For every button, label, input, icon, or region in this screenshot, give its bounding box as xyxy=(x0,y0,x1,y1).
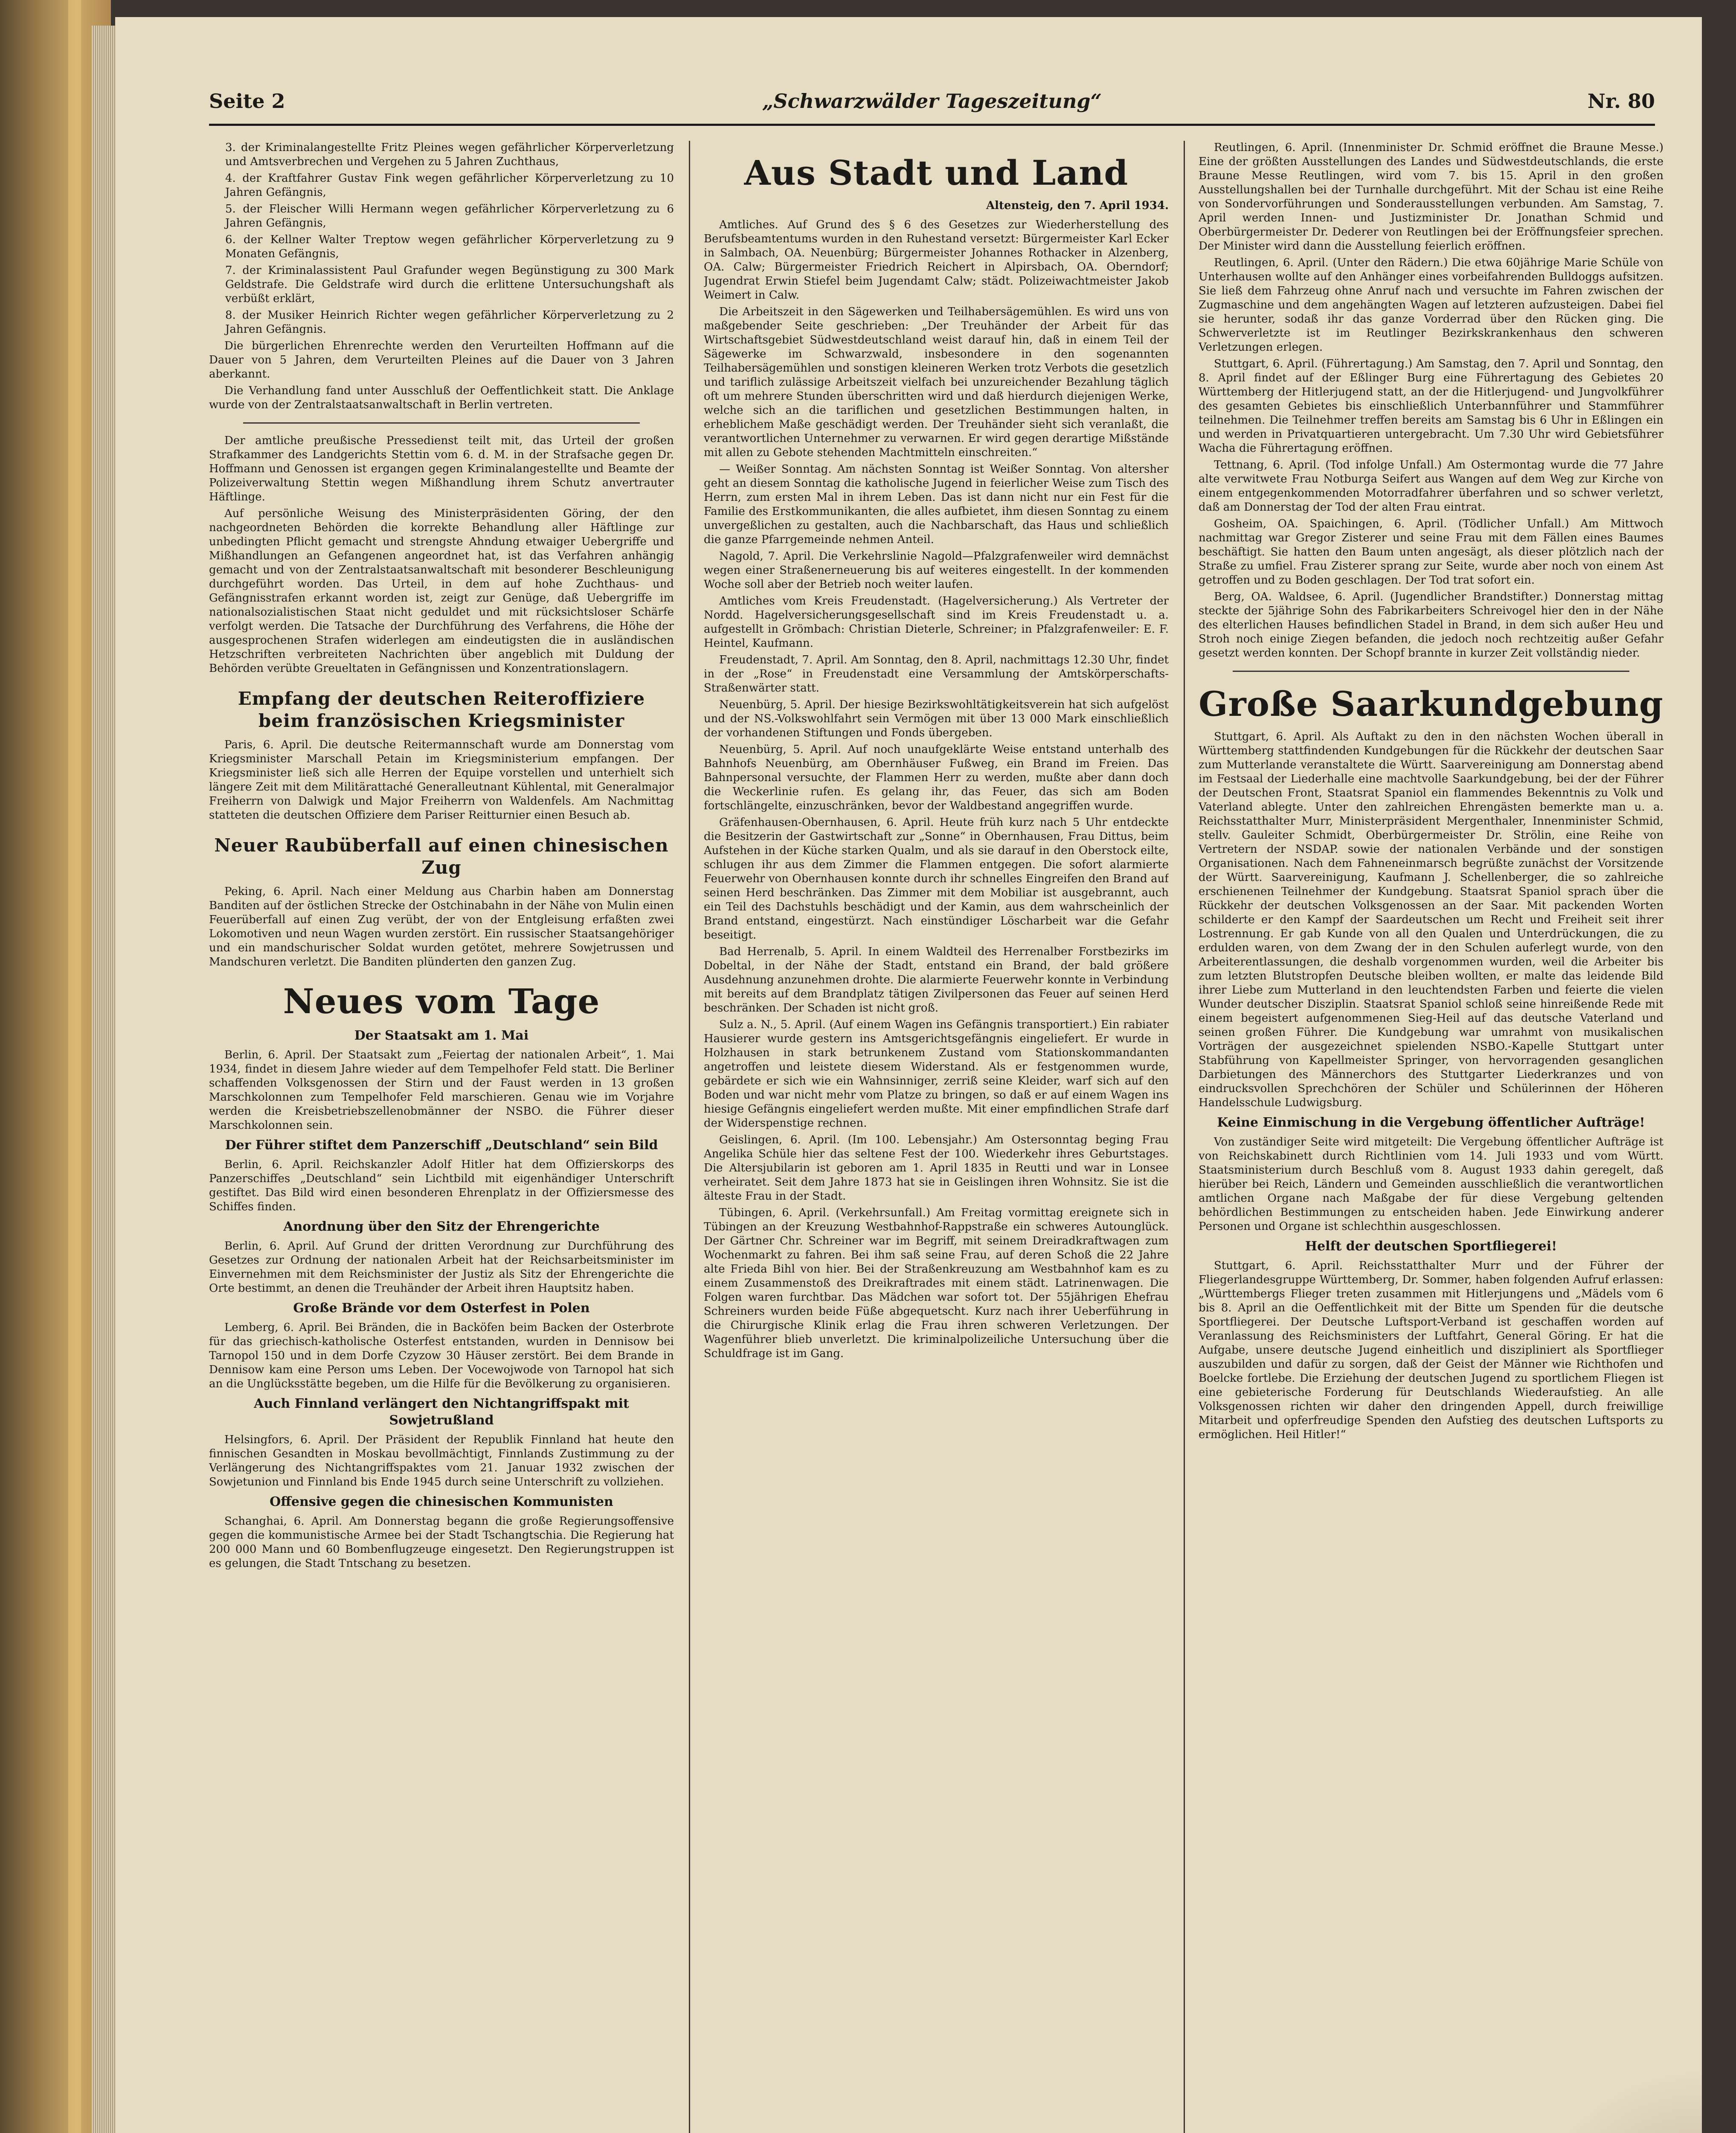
headline-neues-vom-tage: Neues vom Tage xyxy=(283,981,600,1021)
list-item: 5. der Fleischer Willi Hermann wegen gefährlicher Körperverletzung zu 6 Jahren Gefängnis, xyxy=(225,203,674,230)
paragraph: Amtliches vom Kreis Freudenstadt. (Hagelversicherung.) Als Vertreter der Nordd. Hagelversicherungsgesellschaft sind im Kreis Freudenstadt u. a. aufgestellt in Grömbach: Christian Dieterle, Schreiner; in Pfalzgrafenweiler: E. F. Heintel, Kaufmann. xyxy=(704,595,1169,650)
paragraph: Peking, 6. April. Nach einer Meldung aus Charbin haben am Donnerstag Banditen auf der östlichen Strecke der Ostchinabahn in der Nähe von Mulin einen Feuerüberfall auf einen Zug verübt, der von der Entgleisung erfaßten zwei Lokomotiven und neun Wagen wurden zerstört. Ein russischer Staatsangehöriger und ein mandschurischer Soldat wurden getötet, mehrere Sowjetrussen und Mandschuren verletzt. Die Banditen plünderten den ganzen Zug. xyxy=(209,885,674,968)
column-3 xyxy=(1199,141,1663,2133)
paragraph: Reutlingen, 6. April. (Unter den Rädern.) Die etwa 60jährige Marie Schüle von Unterhausen wollte auf den Anhänger eines vorbeifahrenden Bulldoggs aufsitzen. Sie ließ dem Fahrzeug ohne Anruf nach und versuchte im Fahren zwischen der Zugmaschine und dem angehängten Wagen auf letzteren aufzusteigen. Dabei fiel sie herunter, sodaß ihr das ganze Vorderrad über den Rücken ging. Die Schwerverletzte ist im Reutlinger Bezirkskrankenhaus den schweren Verletzungen erlegen. xyxy=(1199,256,1663,354)
paragraph: Gosheim, OA. Spaichingen, 6. April. (Tödlicher Unfall.) Am Mittwoch nachmittag war Gregor Zisterer und seine Frau mit dem Fällen eines Baumes beschäftigt. Sie hatten den Baum unten angesägt, als dieser plötzlich nach der Straße zu umfiel. Frau Zisterer sprang zur Seite, wurde aber noch von einem Ast getroffen und zu Boden geschlagen. Der Tod trat sofort ein. xyxy=(1199,517,1663,587)
subheadline: Helft der deutschen Sportfliegerei! xyxy=(1305,1239,1557,1254)
paragraph: Berg, OA. Waldsee, 6. April. (Jugendlicher Brandstifter.) Donnerstag mittag steckte der 5jährige Sohn des Fabrikarbeiters Schreivogel hier den in der Nähe des elterlichen Hauses befindlichen Stadel in Brand, in dem sich außer Heu und Stroh noch einige Ziegen befanden, die jedoch noch rechtzeitig außer Gefahr gesetzt werden konnten. Der Schopf brannte in kurzer Zeit vollständig nieder. xyxy=(1199,590,1663,660)
paragraph: Geislingen, 6. April. (Im 100. Lebensjahr.) Am Ostersonntag beging Frau Angelika Schüle hier das seltene Fest der 100. Wiederkehr ihres Geburtstages. Die Altersjubilarin ist geboren am 1. April 1835 in Reutti und war in Lonsee verheiratet. Seit dem Jahre 1873 hat sie in Geislingen ihren Wohnsitz. Sie ist die älteste Frau in der Stadt. xyxy=(704,1133,1169,1203)
paragraph: Nagold, 7. April. Die Verkehrslinie Nagold—Pfalzgrafenweiler wird demnächst wegen einer Straßenerneuerung bis auf weiteres eingestellt. In der kommenden Woche soll aber der Betrieb noch weiter laufen. xyxy=(704,550,1169,591)
paragraph: Tettnang, 6. April. (Tod infolge Unfall.) Am Ostermontag wurde die 77 Jahre alte verwitwete Frau Notburga Seifert aus Wangen auf dem Weg zur Kirche von einem entgegenkommenden Motorradfahrer überfahren und so schwer verletzt, daß am Donnerstag der Tod der alten Frau eintrat. xyxy=(1199,459,1663,514)
paragraph: Berlin, 6. April. Der Staatsakt zum „Feiertag der nationalen Arbeit“, 1. Mai 1934, findet in diesem Jahre wieder auf dem Tempelhofer Feld statt. Die Berliner schaffenden Volksgenossen der Stirn und der Faust werden in 13 großen Marschkolonnen zum Tempelhofer Feld marschieren. Genau wie im Vorjahre werden die Kreisbetriebszellenobmänner der NSBO. die Führer dieser Marschkolonnen sein. xyxy=(209,1049,674,1132)
list-item: 3. der Kriminalangestellte Fritz Pleines wegen gefährlicher Körperverletzung und Amtsverbrechen und Vergehen zu 5 Jahren Zuchthaus, xyxy=(225,141,674,168)
subheadline: Keine Einmischung in die Vergebung öffentlicher Aufträge! xyxy=(1217,1115,1645,1130)
verdict-list xyxy=(209,141,674,337)
subheadline: Der Staatsakt am 1. Mai xyxy=(354,1028,529,1043)
page-stack-edge xyxy=(92,26,115,2133)
paragraph: Stuttgart, 6. April. Reichsstatthalter Murr und der Führer der Fliegerlandesgruppe Württemberg, Dr. Sommer, haben folgenden Aufruf erlassen: „Württembergs Flieger treten zusammen mit Hitlerjungens und „Mädels vom 6 bis 8. April an die Oeffentlichkeit mit der Bitte um Spenden für die deutsche Sportfliegerei. Der Deutsche Luftsport-Verband ist geschaffen worden auf Veranlassung des Reichsministers der Luftfahrt, General Göring. Er hat die Aufgabe, unsere deutsche Jugend einheitlich und diszipliniert als Sportflieger auszubilden und dafür zu sorgen, daß der Geist der Männer wie Richthofen und Boelcke fortlebe. Die Erziehung der deutschen Jugend zu sportlichem Fliegen ist eine gebieterische Forderung für Deutschlands Wiederaufstieg. An alle Volksgenossen richten wir daher den dringenden Appell, durch freiwillige Mitarbeit und opferfreudige Spenden den Aufstieg des deutschen Luftsports zu ermöglichen. Heil Hitler!“ xyxy=(1199,1259,1663,1441)
list-item: 6. der Kellner Walter Treptow wegen gefährlicher Körperverletzung zu 9 Monaten Gefängnis, xyxy=(225,233,674,260)
paragraph: Gräfenhausen-Obernhausen, 6. April. Heute früh kurz nach 5 Uhr entdeckte die Besitzerin der Gastwirtschaft zur „Sonne“ in Obernhausen, Frau Dittus, beim Aufstehen in der Küche starken Qualm, und als sie darauf in den Oberstock eilte, schlugen ihr aus dem Zimmer die Flammen entgegen. Die sofort alarmierte Feuerwehr von Obernhausen konnte durch ihr schnelles Eingreifen den Brand auf seinen Herd beschränken. Das Zimmer mit dem Mobiliar ist ausgebrannt, auch ein Teil des Dachstuhls beschädigt und der Kamin, aus dem wahrscheinlich der Brand entstand, eingestürzt. Nach einstündiger Löscharbeit war die Gefahr beseitigt. xyxy=(704,816,1169,942)
binding-stripe xyxy=(68,0,81,2133)
paragraph: Freudenstadt, 7. April. Am Sonntag, den 8. April, nachmittags 12.30 Uhr, findet in der „Rose“ in Freudenstadt eine Versammlung der Amtskörperschafts-Straßenwärter statt. xyxy=(704,654,1169,695)
column-divider xyxy=(1184,141,1185,2133)
paragraph: Reutlingen, 6. April. (Innenminister Dr. Schmid eröffnet die Braune Messe.) Eine der größten Ausstellungen des Landes und Südwestdeutschlands, die erste Braune Messe Reutlingen, wird vom 7. bis 15. April in den großen Ausstellungshallen bei der Turnhalle durchgeführt. Mit der Schau ist eine Reihe von Sondervorführungen und Sonderausstellungen verbunden. Am Samstag, 7. April werden Innen- und Justizminister Dr. Jonathan Schmid und Oberbürgermeister Dr. Dederer von Reutlingen bei der Eröffnungsfeier sprechen. Der Minister wird dann die Ausstellung feierlich eröffnen. xyxy=(1199,141,1663,253)
column-2 xyxy=(704,141,1169,2133)
paragraph: Sulz a. N., 5. April. (Auf einem Wagen ins Gefängnis transportiert.) Ein rabiater Hausierer wurde gestern ins Amtsgerichtsgefängnis eingeliefert. Er wurde in Holzhausen in stark betrunkenem Zustand vom Stationskommandanten angetroffen und leistete diesem Widerstand. Als er festgenommen wurde, gebärdete er sich wie ein Wahnsinniger, zerriß seine Kleider, warf sich auf den Boden und war nicht mehr vom Platze zu bringen, so daß er auf einem Wagen ins hiesige Gefängnis eingeliefert werden mußte. Mit einer empfindlichen Strafe darf der Widerspenstige rechnen. xyxy=(704,1018,1169,1130)
paragraph: Tübingen, 6. April. (Verkehrsunfall.) Am Freitag vormittag ereignete sich in Tübingen an der Kreuzung Westbahnhof-Rappstraße ein schweres Autounglück. Der Gärtner Chr. Schreiner war im Begriff, mit seinem Dreiradkraftwagen zum Wochenmarkt zu fahren. Bei ihm saß seine Frau, auf deren Schoß die 22 Jahre alte Frieda Bihl von hier. Bei der Straßenkreuzung am Westbahnhof kam es zu einem Zusammenstoß des Dreikraftrades mit einem städt. Latrinenwagen. Die Folgen waren furchtbar. Das Mädchen war sofort tot. Der 55jährigen Ehefrau Schreiners wurden beide Füße abgequetscht. Kurz nach ihrer Ueberführung in die Chirurgische Klinik erlag die Frau ihren schweren Verletzungen. Der Wagenführer blieb unverletzt. Die kriminalpolizeiliche Untersuchung über die Schuldfrage ist im Gang. xyxy=(704,1206,1169,1360)
paragraph: — Weißer Sonntag. Am nächsten Sonntag ist Weißer Sonntag. Von altersher geht an diesem Sonntag die katholische Jugend in feierlicher Weise zum Tisch des Herrn, zum ersten Mal in ihrem Leben. Das ist dann nicht nur ein Fest für die Familie des Erstkommunikanten, die alles aufbietet, ihm diesen Sonntag zu einem unvergeßlichen zu gestalten, auch die Nachbarschaft, das Haus und schließlich die ganze Pfarrgemeinde nehmen Anteil. xyxy=(704,463,1169,546)
list-item: 4. der Kraftfahrer Gustav Fink wegen gefährlicher Körperverletzung zu 10 Jahren Gefängnis, xyxy=(225,172,674,199)
paragraph: Berlin, 6. April. Auf Grund der dritten Verordnung zur Durchführung des Gesetzes zur Ordnung der nationalen Arbeit hat der Reichsarbeitsminister im Einvernehmen mit dem Reichsminister der Justiz als Sitz der Ehrengerichte die Orte bestimmt, an denen die Treuhänder der Arbeit ihren Hauptsitz haben. xyxy=(209,1240,674,1295)
paragraph: Berlin, 6. April. Reichskanzler Adolf Hitler hat dem Offizierskorps des Panzerschiffes „Deutschland“ sein Lichtbild mit eigenhändiger Unterschrift gestiftet. Das Bild wird einen besonderen Ehrenplatz in der Offiziersmesse des Schiffes finden. xyxy=(209,1158,674,1213)
paragraph: Stuttgart, 6. April. (Führertagung.) Am Samstag, den 7. April und Sonntag, den 8. April findet auf der Eßlinger Burg eine Führertagung des Gebietes 20 Württemberg der Hitlerjugend statt, an der die Hitlerjugend- und Jungvolkführer des gesamten Gebietes bis einschließlich Unterbannführer und Stammführer teilnehmen. Die Teilnehmer treffen bereits am Samstag bis 6 Uhr in Eßlingen ein und werden in Privatquartieren untergebracht. Um 7.30 Uhr wird Gebietsführer Wacha die Führertagung eröffnen. xyxy=(1199,357,1663,455)
page-shadow xyxy=(1523,2069,1702,2133)
paragraph: Neuenbürg, 5. April. Der hiesige Bezirkswohltätigkeitsverein hat sich aufgelöst und der NS.-Volkswohlfahrt sein Vermögen mit über 13 000 Mark einschließlich der vorhandenen Stiftungen und Fonds übergeben. xyxy=(704,698,1169,739)
paragraph: Helsingfors, 6. April. Der Präsident der Republik Finnland hat heute den finnischen Gesandten in Moskau bevollmächtigt, Finnlands Zustimmung zu der Verlängerung des Nichtangriffspaktes vom 21. Januar 1932 zwischen der Sowjetunion und Finnland bis Ende 1945 durch seine Unterschrift zu vollziehen. xyxy=(209,1433,674,1488)
subheadline: Offensive gegen die chinesischen Kommunisten xyxy=(270,1494,613,1509)
newspaper-page xyxy=(115,17,1702,2133)
separator xyxy=(243,422,640,424)
paragraph: Die bürgerlichen Ehrenrechte werden den Verurteilten Hoffmann auf die Dauer von 5 Jahren, dem Verurteilten Pleines auf die Dauer von 3 Jahren aberkannt. xyxy=(209,340,674,381)
paragraph: Bad Herrenalb, 5. April. In einem Waldteil des Herrenalber Forstbezirks im Dobeltal, in der Nähe der Stadt, entstand ein Brand, der bald größere Ausdehnung anzunehmen drohte. Die alarmierte Feuerwehr konnte in Verbindung mit bereits auf dem Brandplatz tätigen Zivilpersonen das Feuer auf seinen Herd beschränken. Der Schaden ist nicht groß. xyxy=(704,945,1169,1014)
paragraph: Von zuständiger Seite wird mitgeteilt: Die Vergebung öffentlicher Aufträge ist von Reichskabinett durch Richtlinien vom 14. Juli 1933 und vom Württ. Staatsministerium durch Beschluß vom 8. August 1933 dahin geregelt, daß hierüber bei Reich, Ländern und Gemeinden ausschließlich die verantwortlichen amtlichen Organe nach Maßgabe der für diese Vergebung geltenden behördlichen Bestimmungen zu entscheiden haben. Jede Einwirkung anderer Personen und Organe ist schlechthin ausgeschlossen. xyxy=(1199,1136,1663,1233)
list-item: 8. der Musiker Heinrich Richter wegen gefährlicher Körperverletzung zu 2 Jahren Gefängnis. xyxy=(225,309,674,336)
newspaper-name: „Schwarzwälder Tageszeitung“ xyxy=(762,90,1102,113)
paragraph: Schanghai, 6. April. Am Donnerstag begann die große Regierungsoffensive gegen die kommunistische Armee bei der Stadt Tschangtschia. Die Regierung hat 200 000 Mann und 60 Bombenflugzeuge eingesetzt. Den Regierungstruppen ist es gelungen, die Stadt Tntschang zu besetzen. xyxy=(209,1515,674,1570)
paragraph: Neuenbürg, 5. April. Auf noch unaufgeklärte Weise entstand unterhalb des Bahnhofs Neuenbürg, am Obernhäuser Fußweg, ein Brand im Freien. Das Bahnpersonal versuchte, der Flammen Herr zu werden, mußte aber dann doch die Weckerlinie rufen. Es gelang ihr, das Feuer, das sich am Boden fortschlängelte, einzuschränken, bevor der Waldbestand angegriffen wurde. xyxy=(704,743,1169,812)
column-divider xyxy=(689,141,690,2133)
headline-saarkundgebung: Große Saarkundgebung xyxy=(1199,684,1663,724)
page-number: Seite 2 xyxy=(209,90,285,113)
headline-raubueberfall: Neuer Raubüberfall auf einen chinesischen Zug xyxy=(214,835,669,878)
dateline: Altensteig, den 7. April 1934. xyxy=(986,199,1169,212)
subheadline: Anordnung über den Sitz der Ehrengerichte xyxy=(283,1219,600,1234)
paragraph: Lemberg, 6. April. Bei Bränden, die in Backöfen beim Backen der Osterbrote für das griechisch-katholische Osterfest entstanden, wurden in Dennisow bei Tarnopol 150 und in dem Dorfe Czyzow 30 Häuser zerstört. Bei dem Brande in Dennisow kam eine Person ums Leben. Der Vocewojwode von Tarnopol hat sich an die Unglücksstätte begeben, um die Hilfe für die Bevölkerung zu organisieren. xyxy=(209,1321,674,1390)
subheadline: Große Brände vor dem Osterfest in Polen xyxy=(293,1301,590,1316)
paragraph: Amtliches. Auf Grund des § 6 des Gesetzes zur Wiederherstellung des Berufsbeamtentums wurden in den Ruhestand versetzt: Bürgermeister Karl Ecker in Salmbach, OA. Neuenbürg; Bürgermeister Johannes Rothacker in Alzenberg, OA. Calw; Bürgermeister Friedrich Reichert in Alpirsbach, OA. Oberndorf; Jugendrat Erwin Stiefel beim Jugendamt Calw; städt. Polizeiwachtmeister Jakob Weimert in Calw. xyxy=(704,218,1169,302)
column-1 xyxy=(209,141,674,2133)
issue-number: Nr. 80 xyxy=(1587,90,1655,113)
list-item: 7. der Kriminalassistent Paul Grafunder wegen Begünstigung zu 300 Mark Geldstrafe. Die Geldstrafe wird durch die erlittene Untersuchungshaft als verbüßt erklärt, xyxy=(225,264,674,305)
paragraph: Auf persönliche Weisung des Ministerpräsidenten Göring, der den nachgeordneten Behörden die korrekte Behandlung aller Häftlinge zur unbedingten Pflicht gemacht und strengste Ahndung etwaiger Uebergriffe und Mißhandlungen an Gefangenen angeordnet hat, ist das Verfahren anhängig gemacht und von der Zentralstaatsanwaltschaft mit besonderer Beschleunigung durchgeführt worden. Das Urteil, in dem auf hohe Zuchthaus- und Gefängnisstrafen erkannt worden ist, zeigt zur Genüge, daß Uebergriffe im nationalsozialistischen Staat nicht geduldet und mit rücksichtsloser Schärfe verfolgt werden. Die Tatsache der Durchführung des Verfahrens, die Höhe der ausgesprochenen Strafen widerlegen am eindeutigsten die in ausländischen Hetzschriften verbreiteten Nachrichten über angeblich mit Duldung der Behörden verübte Greueltaten in Gefängnissen und Konzentrationslagern. xyxy=(209,507,674,675)
paragraph: Stuttgart, 6. April. Als Auftakt zu den in den nächsten Wochen überall in Württemberg stattfindenden Kundgebungen für die Rückkehr der deutschen Saar zum Mutterlande veranstaltete die Württ. Saarvereinigung am Donnerstag abend im Festsaal der Liederhalle eine machtvolle Saarkundgebung, bei der der Führer der Deutschen Front, Staatsrat Spaniol ein flammendes Bekenntnis zu Volk und Vaterland ablegte. Unter den zahlreichen Ehrengästen bemerkte man u. a. Reichsstatthalter Murr, Ministerpräsident Mergenthaler, Innenminister Schmid, stellv. Gauleiter Schmidt, Oberbürgermeister Dr. Strölin, eine Reihe von Vertretern der NSDAP. sowie der nationalen Verbände und der sonstigen Organisationen. Nach dem Fahneneinmarsch begrüßte zunächst der Vorsitzende der Württ. Saarvereinigung, Kaufmann J. Schellenberger, die so zahlreiche erschienenen Teilnehmer der Kundgebung. Staatsrat Spaniol sprach über die Rückkehr der deutschen Volksgenossen an der Saar. Mit packenden Worten schilderte er den Kampf der Saardeutschen um Recht und Freiheit seit ihrer Lostrennung. Er gab Kunde von all den Qualen und Unterdrückungen, die zu erdulden waren, von dem Zwang der in den Schulen auferlegt wurde, von den Arbeiterentlassungen, die deshalb vorgenommen wurden, weil die Arbeiter bis zum letzten Blutstropfen Deutsche bleiben wollten, er malte das leidende Bild ihrer Liebe zum Mutterland in den leuchtendsten Farben und feierte die vielen Wunder deutscher Disziplin. Staatsrat Spaniol schloß seine hinreißende Rede mit einem begeistert aufgenommenen Sieg-Heil auf das deutsche Vaterland und seinen großen Führer. Die Kundgebung war umrahmt von musikalischen Vorträgen der ausgezeichnet spielenden NSBO.-Kapelle Stuttgart unter Stabführung von Kapellmeister Springer, von hervorragenden gesanglichen Darbietungen des Männerchors des Stuttgarter Liederkranzes und von eindrucksvollen Sprechchören der Schüler und Schülerinnen der Höheren Handelsschule Ludwigsburg. xyxy=(1199,730,1663,1109)
paragraph: Die Arbeitszeit in den Sägewerken und Teilhabersägemühlen. Es wird uns von maßgebender Seite geschrieben: „Der Treuhänder der Arbeit für das Wirtschaftsgebiet Südwestdeutschland weist darauf hin, daß in einem Teil der Sägewerke im Schwarzwald, insbesondere in den sogenannten Teilhabersägemühlen und sonstigen kleineren Werken trotz Verbots die gesetzlich und tariflich zulässige Arbeitszeit vielfach bei unzureichender Bezahlung täglich oft um mehrere Stunden überschritten wird und daß hierdurch diejenigen Werke, welche sich an die tariflichen und gesetzlichen Bestimmungen halten, in erheblichem Maße geschädigt werden. Der Treuhänder sieht sich veranlaßt, die verantwortlichen Unternehmer zu verwarnen. Er wird gegen derartige Mißstände mit allen zu Gebote stehenden Machtmitteln einschreiten.“ xyxy=(704,305,1169,459)
headline-reiteroffiziere: Empfang der deutschen Reiteroffiziere beim französischen Kriegsminister xyxy=(238,688,645,731)
separator xyxy=(1233,671,1629,672)
headline-aus-stadt-und-land: Aus Stadt und Land xyxy=(744,153,1129,193)
header-rule xyxy=(209,124,1655,126)
subheadline: Auch Finnland verlängert den Nichtangriffspakt mit Sowjetrußland xyxy=(254,1396,629,1428)
paragraph: Die Verhandlung fand unter Ausschluß der Oeffentlichkeit statt. Die Anklage wurde von der Zentralstaatsanwaltschaft in Berlin vertreten. xyxy=(209,384,674,411)
paragraph: Paris, 6. April. Die deutsche Reitermannschaft wurde am Donnerstag vom Kriegsminister Marschall Petain im Kriegsministerium empfangen. Der Kriegsminister ließ sich alle Herren der Equipe vorstellen und unterhielt sich längere Zeit mit dem Militärattaché Generalleutnant Kühlental, mit Generalmajor Freiherrn von Dalwigk und Major Freiherrn von Waldenfels. Am Nachmittag statteten die deutschen Offiziere dem Pariser Reitturnier einen Besuch ab. xyxy=(209,738,674,822)
page-header xyxy=(209,90,1655,119)
paragraph: Der amtliche preußische Pressedienst teilt mit, das Urteil der großen Strafkammer des Landgerichts Stettin vom 6. d. M. in der Strafsache gegen Dr. Hoffmann und Genossen ist ergangen gegen Kriminalangestellte und Beamte der Polizeiverwaltung Stettin wegen Mißhandlung ihrem Schutz anvertrauter Häftlinge. xyxy=(209,434,674,503)
subheadline: Der Führer stiftet dem Panzerschiff „Deutschland“ sein Bild xyxy=(225,1138,658,1153)
